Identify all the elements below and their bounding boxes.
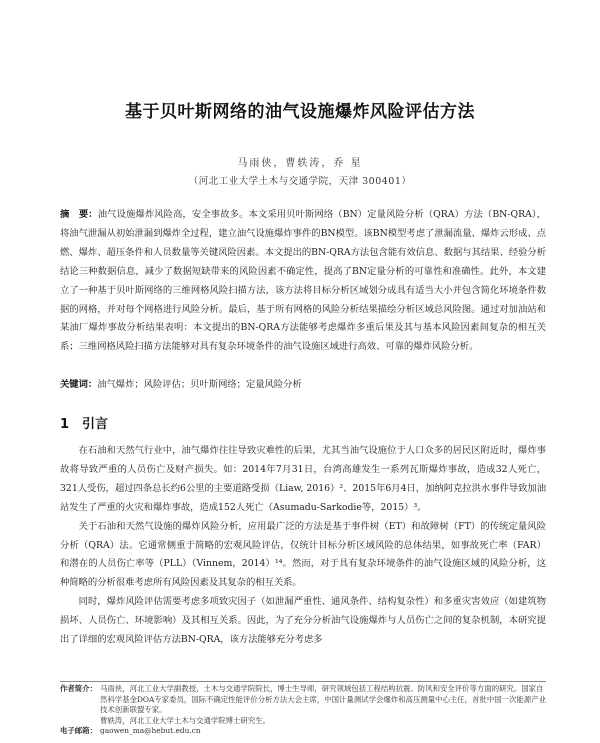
keywords-text: 油气爆炸；风险评估；贝叶斯网络；定量风险分析 [97, 379, 302, 390]
section-heading [60, 413, 108, 432]
abstract-label: 摘 要： [60, 209, 98, 220]
paper-affiliation: （河北工业大学土木与交通学院，天津 300401） [188, 176, 412, 187]
paper-title: 基于贝叶斯网络的油气设施爆炸风险评估方法 [125, 102, 475, 122]
footnote-text: 马雨侠，河北工业大学副教授，土木与交通学院院长，博士生导师，研究领域包括工程结构抗震、防风和安全评价等方面的研究。国家自然科学基金DOA专家委员，国际不确定性能评价分析方法大会主席，中国计量测试学会爆炸和高压测量中心主任，首批中国一次能源产业技术创新联盟专家。 [100, 684, 546, 715]
keywords-block [60, 377, 546, 393]
body-text [60, 442, 546, 650]
keywords-label: 关键词： [60, 379, 98, 390]
paragraph: 在石油和天然气行业中，油气爆炸往往导致灾难性的后果，尤其当油气设施位于人口众多的居民区附近时，爆炸事故将导致严重的人员伤亡及财产损失。如：2014年7月31日，台湾高雄发生一系列瓦斯爆炸事故，造成32人死亡，321人受伤，超过四条总长约6公里的主要道路受损（Liaw, 2016）²、2015年6月4日，加纳阿克拉洪水事件导致加油站发生了严重的火灾和爆炸事故，造成152人死亡（Asumadu-Sarkodie等，2015）³。 [60, 445, 546, 513]
footnote-text: 曹轶涛，河北工业大学土木与交通学院博士研究生。 [100, 715, 270, 725]
footnotes [60, 684, 546, 737]
paper-authors: 马雨侠，曹轶涛，乔 星 [237, 158, 363, 169]
footnote-label: 电子邮箱： [60, 726, 97, 736]
abstract-block [60, 206, 546, 357]
paragraph: 同时，爆炸风险评估需要考虑多项致灾因子（如泄漏严重性、通风条件、结构复杂性）和多重灾害效应（如建筑物损坏、人员伤亡、环境影响）及其相互关系。因此，为了充分分析油气设施爆炸与人员伤亡之间的复杂机制，本研究提出了详细的宏观风险评估方法BN-QRA，该方法能够充分考虑多 [60, 596, 546, 646]
footnote-label [60, 716, 100, 727]
footnote-divider [60, 681, 546, 682]
footnote-coauthor [60, 716, 546, 727]
section-number: 1 [60, 417, 70, 432]
footnote-email [60, 726, 546, 737]
section-title: 引言 [82, 417, 109, 432]
paragraph: 关于石油和天然气设施的爆炸风险分析，应用最广泛的方法是基于事件树（ET）和故障树（FT）的传统定量风险分析（QRA）法。它通常侧重于简略的宏观风险评估，仅统计目标分析区域风险的总体结果，如事故死亡率（FAR）和潜在的人员伤亡率等（PLL）（Vinnem，2014）¹⁴。然而，对于具有复杂环境条件的油气设施区域的风险分析，这种简略的分析很难考虑所有风险因素及其复杂的相互关系。 [60, 520, 546, 589]
footnote-author-bio [60, 684, 546, 716]
email-link[interactable]: gaowen_ma@hebut.edu.cn [100, 726, 201, 736]
abstract-text: 油气设施爆炸风险高，安全事故多。本文采用贝叶斯网络（BN）定量风险分析（QRA）方法（BN-QRA），将油气泄漏从初始泄漏到爆炸全过程，建立油气设施爆炸事件的BN模型。该BN模型考虑了泄漏流量、爆炸云形成、点燃、爆炸、超压条件和人员数量等关键风险因素。本文提出的BN-QRA方法包含能有效信息、数据与其结果、经验分析结论三种数据信息，减少了数据短缺带来的风险因素不确定性，提高了BN定量分析的可靠性和准确性。此外，本文建立了一种基于贝叶斯网络的三维网格风险扫描方法，该方法将目标分析区域划分成具有适当大小并包含简化环境条件数据的网格，并对每个网格进行风险分析。最后，基于所有网格的风险分析结果描绘分析区域总风险图。通过对加油站和某油厂爆炸事故分析结果表明：本文提出的BN-QRA方法能够考虑爆炸多重后果及其与基本风险因素间复杂的相互关系；三维网格风险扫描方法能够对具有复杂环境条件的油气设施区域进行高效、可靠的爆炸风险分析。 [60, 209, 546, 353]
footnote-label: 作者简介： [60, 684, 97, 693]
